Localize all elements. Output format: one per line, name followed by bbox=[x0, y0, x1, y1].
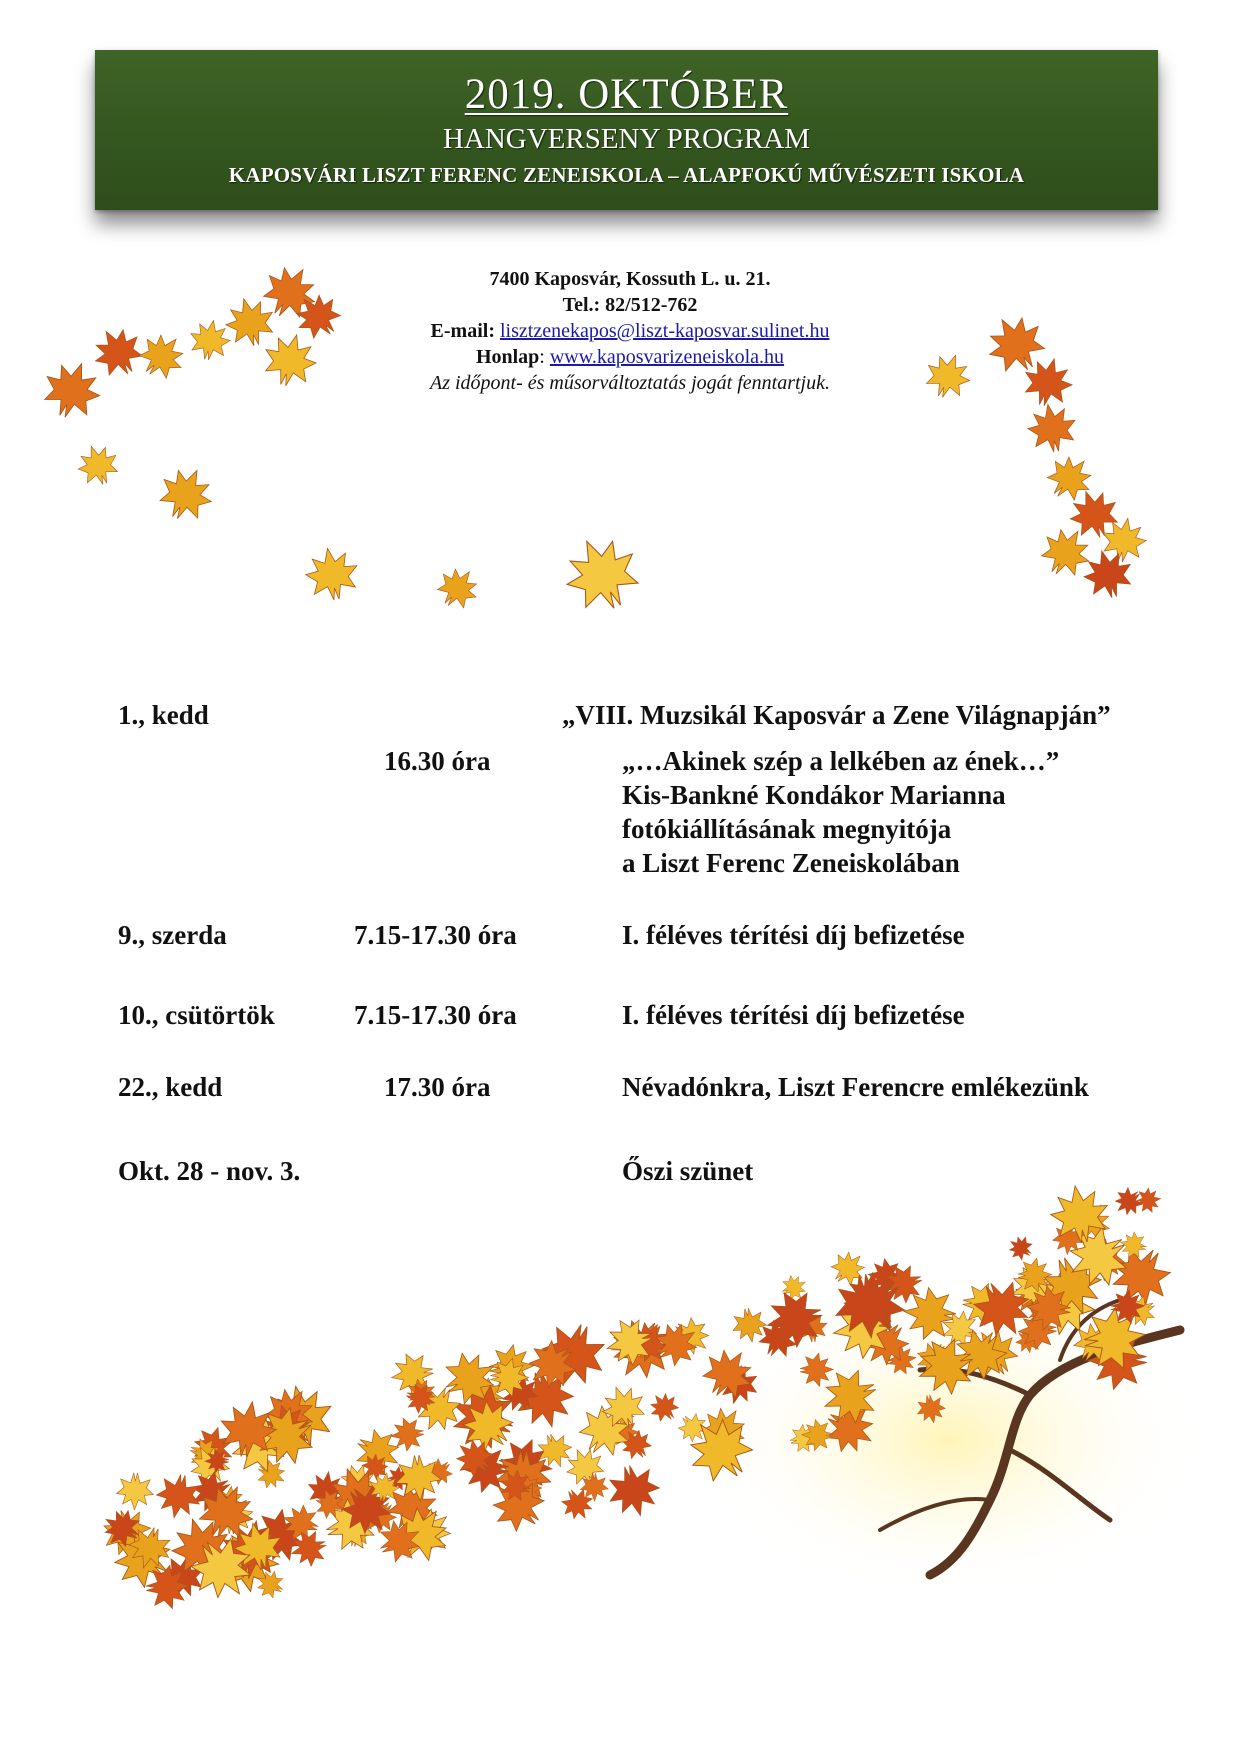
address: 7400 Kaposvár, Kossuth L. u. 21. bbox=[489, 268, 771, 290]
telephone: Tel.: 82/512-762 bbox=[562, 294, 698, 316]
maple-leaf-icon bbox=[610, 1327, 648, 1365]
maple-leaf-icon bbox=[145, 1564, 191, 1610]
maple-leaf-icon bbox=[278, 1501, 323, 1546]
maple-leaf-icon bbox=[1100, 1236, 1181, 1317]
maple-leaf-icon bbox=[488, 1343, 536, 1391]
website-line: Honlap: www.kaposvarizeneiskola.hu bbox=[475, 346, 785, 368]
maple-leaf-icon bbox=[556, 1483, 599, 1526]
maple-leaf-icon bbox=[97, 1503, 147, 1553]
maple-leaf-icon bbox=[560, 1442, 610, 1492]
maple-leaf-icon bbox=[961, 1282, 1006, 1327]
maple-leaf-icon bbox=[230, 1518, 287, 1575]
maple-leaf-icon bbox=[187, 317, 233, 363]
maple-leaf-icon bbox=[216, 1398, 280, 1462]
maple-leaf-icon bbox=[1079, 545, 1138, 604]
maple-leaf-icon bbox=[1057, 1217, 1138, 1298]
maple-leaf-icon bbox=[131, 325, 193, 387]
maple-leaf-icon bbox=[211, 1492, 254, 1535]
maple-leaf-icon bbox=[1010, 1322, 1047, 1359]
maple-leaf-icon bbox=[1110, 1289, 1146, 1325]
maple-leaf-icon bbox=[1022, 1293, 1060, 1331]
email-label: E-mail: bbox=[430, 320, 495, 342]
maple-leaf-icon bbox=[694, 1339, 762, 1407]
maple-leaf-icon bbox=[333, 1475, 402, 1544]
maple-leaf-icon bbox=[665, 1311, 717, 1363]
maple-leaf-icon bbox=[496, 1437, 555, 1496]
maple-leaf-icon bbox=[102, 1518, 181, 1597]
maple-leaf-icon bbox=[831, 1270, 903, 1342]
maple-leaf-icon bbox=[624, 1316, 676, 1368]
maple-leaf-icon bbox=[204, 1448, 229, 1473]
maple-leaf-icon bbox=[795, 1310, 828, 1343]
maple-leaf-icon bbox=[243, 1500, 315, 1572]
maple-leaf-icon bbox=[355, 1492, 403, 1540]
maple-leaf-icon bbox=[490, 1358, 529, 1397]
event-time: 17.30 óra bbox=[384, 1072, 491, 1102]
maple-leaf-icon bbox=[601, 1309, 683, 1391]
maple-leaf-icon bbox=[644, 1387, 684, 1427]
maple-leaf-icon bbox=[1134, 1186, 1162, 1214]
maple-leaf-icon bbox=[372, 1513, 428, 1569]
maple-leaf-icon bbox=[605, 1398, 639, 1432]
maple-leaf-icon bbox=[1099, 515, 1150, 566]
maple-leaf-icon bbox=[830, 1261, 916, 1347]
maple-leaf-icon bbox=[554, 526, 650, 622]
maple-leaf-icon bbox=[252, 1455, 291, 1494]
maple-leaf-icon bbox=[367, 1470, 401, 1504]
maple-leaf-icon bbox=[357, 1448, 395, 1486]
maple-leaf-icon bbox=[221, 1406, 296, 1481]
maple-leaf-icon bbox=[221, 293, 280, 352]
page-title: 2019. OKTÓBER bbox=[464, 71, 789, 118]
maple-leaf-icon bbox=[274, 1419, 309, 1454]
maple-leaf-icon bbox=[335, 1490, 385, 1540]
maple-leaf-icon bbox=[430, 560, 486, 616]
maple-leaf-icon bbox=[647, 1315, 706, 1374]
maple-leaf-icon bbox=[385, 1465, 412, 1492]
website-label: Honlap bbox=[475, 346, 540, 368]
event-date: 22., kedd bbox=[118, 1072, 223, 1102]
maple-leaf-icon bbox=[1039, 447, 1101, 509]
maple-leaf-icon bbox=[379, 1473, 447, 1541]
maple-leaf-icon bbox=[183, 1438, 236, 1491]
email-link[interactable]: lisztzenekapos@liszt-kaposvar.sulinet.hu bbox=[499, 320, 830, 342]
maple-leaf-icon bbox=[463, 1391, 504, 1432]
maple-leaf-icon bbox=[1067, 1315, 1123, 1371]
event-time: 16.30 óra bbox=[384, 746, 491, 776]
maple-leaf-icon bbox=[601, 1313, 659, 1371]
maple-leaf-icon bbox=[383, 1496, 458, 1571]
maple-leaf-icon bbox=[778, 1271, 811, 1304]
maple-leaf-icon bbox=[570, 1395, 641, 1466]
event-description-line: fotókiállításának megnyitója bbox=[622, 814, 952, 844]
maple-leaf-icon bbox=[408, 1379, 468, 1439]
maple-leaf-icon bbox=[800, 1353, 834, 1387]
maple-leaf-icon bbox=[258, 328, 322, 392]
maple-leaf-icon bbox=[1007, 1274, 1054, 1321]
maple-leaf-icon bbox=[124, 1522, 176, 1574]
maple-leaf-icon bbox=[311, 1485, 348, 1522]
maple-leaf-icon bbox=[183, 1464, 239, 1520]
maple-leaf-icon bbox=[694, 1399, 754, 1459]
maple-leaf-icon bbox=[334, 1457, 386, 1509]
maple-leaf-icon bbox=[72, 439, 123, 490]
event-description-line: Kis-Bankné Kondákor Marianna bbox=[622, 780, 1006, 810]
maple-leaf-icon bbox=[216, 1529, 281, 1594]
maple-leaf-icon bbox=[914, 1392, 948, 1426]
maple-leaf-icon bbox=[825, 1244, 873, 1292]
maple-leaf-icon bbox=[510, 1365, 579, 1434]
maple-leaf-icon bbox=[348, 1422, 408, 1482]
tree-branch-icon bbox=[690, 1280, 1210, 1600]
maple-leaf-icon bbox=[936, 1305, 982, 1351]
maple-leaf-icon bbox=[495, 1449, 551, 1505]
maple-leaf-icon bbox=[945, 1319, 1016, 1390]
event-time: 7.15-17.30 óra bbox=[354, 1000, 517, 1030]
maple-leaf-icon bbox=[436, 1344, 505, 1413]
page-subtitle: HANGVERSENY PROGRAM bbox=[442, 123, 811, 155]
maple-leaf-icon bbox=[265, 1381, 337, 1453]
maple-leaf-icon bbox=[252, 1566, 289, 1603]
event-date: 1., kedd bbox=[118, 700, 209, 730]
event-title: I. féléves térítési díj befizetése bbox=[622, 1000, 965, 1030]
maple-leaf-icon bbox=[518, 1332, 584, 1398]
maple-leaf-icon bbox=[815, 1362, 884, 1431]
maple-leaf-icon bbox=[506, 1469, 549, 1512]
maple-leaf-icon bbox=[151, 459, 220, 528]
maple-leaf-icon bbox=[787, 1422, 821, 1456]
maple-leaf-icon bbox=[319, 1459, 394, 1534]
maple-leaf-icon bbox=[1004, 1231, 1037, 1264]
maple-leaf-icon bbox=[205, 1480, 251, 1526]
event-title: Őszi szünet bbox=[622, 1156, 754, 1186]
maple-leaf-icon bbox=[1019, 353, 1078, 412]
maple-leaf-icon bbox=[1088, 1330, 1147, 1389]
event-description-line: a Liszt Ferenc Zeneiskolában bbox=[622, 848, 960, 878]
maple-leaf-icon bbox=[496, 1467, 534, 1505]
event-title: I. féléves térítési díj befizetése bbox=[622, 920, 965, 950]
maple-leaf-icon bbox=[165, 1511, 237, 1583]
maple-leaf-icon bbox=[1109, 1182, 1148, 1221]
maple-leaf-icon bbox=[673, 1408, 714, 1449]
maple-leaf-icon bbox=[1083, 1238, 1126, 1281]
maple-leaf-icon bbox=[829, 1295, 896, 1362]
maple-leaf-icon bbox=[186, 1421, 240, 1475]
maple-leaf-icon bbox=[402, 1380, 439, 1417]
maple-leaf-icon bbox=[854, 1312, 917, 1375]
maple-leaf-icon bbox=[217, 1516, 285, 1584]
maple-leaf-icon bbox=[256, 1379, 323, 1446]
maple-leaf-icon bbox=[403, 1374, 441, 1412]
maple-leaf-icon bbox=[1063, 483, 1125, 545]
maple-leaf-icon bbox=[1047, 1181, 1113, 1247]
maple-leaf-icon bbox=[306, 1469, 347, 1510]
maple-leaf-icon bbox=[495, 1368, 544, 1417]
maple-leaf-icon bbox=[388, 1350, 436, 1398]
maple-leaf-icon bbox=[85, 319, 151, 385]
maple-leaf-icon bbox=[610, 1418, 640, 1448]
contact-block bbox=[320, 266, 940, 396]
maple-leaf-icon bbox=[603, 1460, 666, 1523]
maple-leaf-icon bbox=[1120, 1291, 1160, 1331]
maple-leaf-icon bbox=[464, 1399, 500, 1435]
maple-leaf-icon bbox=[1017, 1310, 1058, 1351]
maple-leaf-icon bbox=[676, 1405, 764, 1493]
maple-leaf-icon bbox=[752, 1312, 804, 1364]
event-time: 7.15-17.30 óra bbox=[354, 920, 517, 950]
event-date: 10., csütörtök bbox=[118, 1000, 275, 1030]
maple-leaf-icon bbox=[464, 1374, 508, 1418]
maple-leaf-icon bbox=[1017, 1258, 1052, 1293]
maple-leaf-icon bbox=[1017, 1259, 1107, 1349]
maple-leaf-icon bbox=[338, 1513, 375, 1550]
maple-leaf-icon bbox=[817, 1396, 883, 1462]
maple-leaf-icon bbox=[287, 1526, 331, 1570]
maple-leaf-icon bbox=[1052, 1222, 1085, 1255]
maple-leaf-icon bbox=[1024, 400, 1080, 456]
maple-leaf-icon bbox=[441, 1375, 524, 1458]
maple-leaf-icon bbox=[191, 1476, 263, 1548]
maple-leaf-icon bbox=[964, 1271, 1040, 1347]
maple-leaf-icon bbox=[319, 1492, 384, 1557]
maple-leaf-icon bbox=[533, 1315, 613, 1395]
maple-leaf-icon bbox=[452, 1390, 523, 1461]
maple-leaf-icon bbox=[1005, 1260, 1060, 1315]
disclaimer-note: Az időpont- és műsorváltoztatás jogát fenntartjuk. bbox=[430, 372, 830, 394]
maple-leaf-icon bbox=[246, 1398, 323, 1475]
maple-leaf-icon bbox=[116, 1472, 154, 1510]
header-banner bbox=[95, 50, 1158, 210]
event-date: Okt. 28 - nov. 3. bbox=[118, 1156, 301, 1186]
maple-leaf-icon bbox=[394, 1453, 443, 1502]
maple-leaf-icon bbox=[342, 1483, 381, 1522]
event-title: Névadónkra, Liszt Ferencre emlékezünk bbox=[622, 1072, 1089, 1102]
maple-leaf-icon bbox=[153, 1470, 205, 1522]
maple-leaf-icon bbox=[1065, 1196, 1117, 1248]
maple-leaf-icon bbox=[481, 1468, 554, 1541]
maple-leaf-icon bbox=[420, 1453, 457, 1490]
maple-leaf-icon bbox=[1081, 1304, 1150, 1373]
maple-leaf-icon-group-bottom bbox=[97, 1181, 1181, 1611]
maple-leaf-icon bbox=[801, 1419, 833, 1451]
maple-leaf-icon bbox=[1033, 519, 1099, 585]
maple-leaf-icon bbox=[36, 354, 108, 426]
maple-leaf-icon bbox=[580, 1473, 609, 1502]
maple-leaf-icon bbox=[910, 1336, 958, 1384]
event-date: 9., szerda bbox=[118, 920, 227, 950]
maple-leaf-icon bbox=[730, 1306, 769, 1345]
maple-leaf-icon bbox=[978, 306, 1054, 382]
maple-leaf-icon bbox=[533, 1429, 577, 1473]
maple-leaf-icon bbox=[462, 1445, 510, 1493]
maple-leaf-icon bbox=[97, 1503, 158, 1564]
maple-leaf-icon bbox=[302, 544, 362, 604]
maple-leaf-icon bbox=[1117, 1229, 1149, 1261]
maple-leaf-icon bbox=[1024, 1284, 1072, 1332]
maple-leaf-icon bbox=[156, 1550, 210, 1604]
maple-leaf-icon bbox=[880, 1260, 927, 1307]
maple-leaf-icon bbox=[394, 1498, 461, 1565]
maple-leaf-icon bbox=[761, 1286, 828, 1353]
maple-leaf-icon bbox=[180, 1526, 265, 1611]
maple-leaf-icon bbox=[616, 1424, 657, 1465]
event-headline: „VIII. Muzsikál Kaposvár a Zene Világnapján” bbox=[562, 700, 1111, 730]
maple-leaf-icon bbox=[254, 256, 325, 327]
email-line bbox=[320, 318, 940, 344]
maple-leaf-icon bbox=[448, 1431, 501, 1484]
maple-leaf-icon bbox=[962, 1321, 1026, 1385]
maple-leaf-icon bbox=[254, 1397, 318, 1461]
school-name: KAPOSVÁRI LISZT FERENC ZENEISKOLA – ALAPFOKÚ MŰVÉSZETI ISKOLA bbox=[228, 163, 1025, 187]
maple-leaf-icon bbox=[866, 1257, 904, 1295]
maple-leaf-icon bbox=[901, 1285, 958, 1342]
maple-leaf-icon bbox=[389, 1416, 426, 1453]
maple-leaf-icon bbox=[1034, 1248, 1110, 1324]
event-description-line: „…Akinek szép a lelkében az ének…” bbox=[622, 746, 1060, 776]
maple-leaf-icon bbox=[885, 1343, 919, 1377]
maple-leaf-icon bbox=[910, 1330, 982, 1402]
website-link[interactable]: www.kaposvarizeneiskola.hu bbox=[549, 346, 785, 368]
maple-leaf-icon bbox=[185, 1434, 225, 1474]
maple-leaf-icon bbox=[715, 1361, 763, 1409]
maple-leaf-icon bbox=[596, 1380, 651, 1435]
